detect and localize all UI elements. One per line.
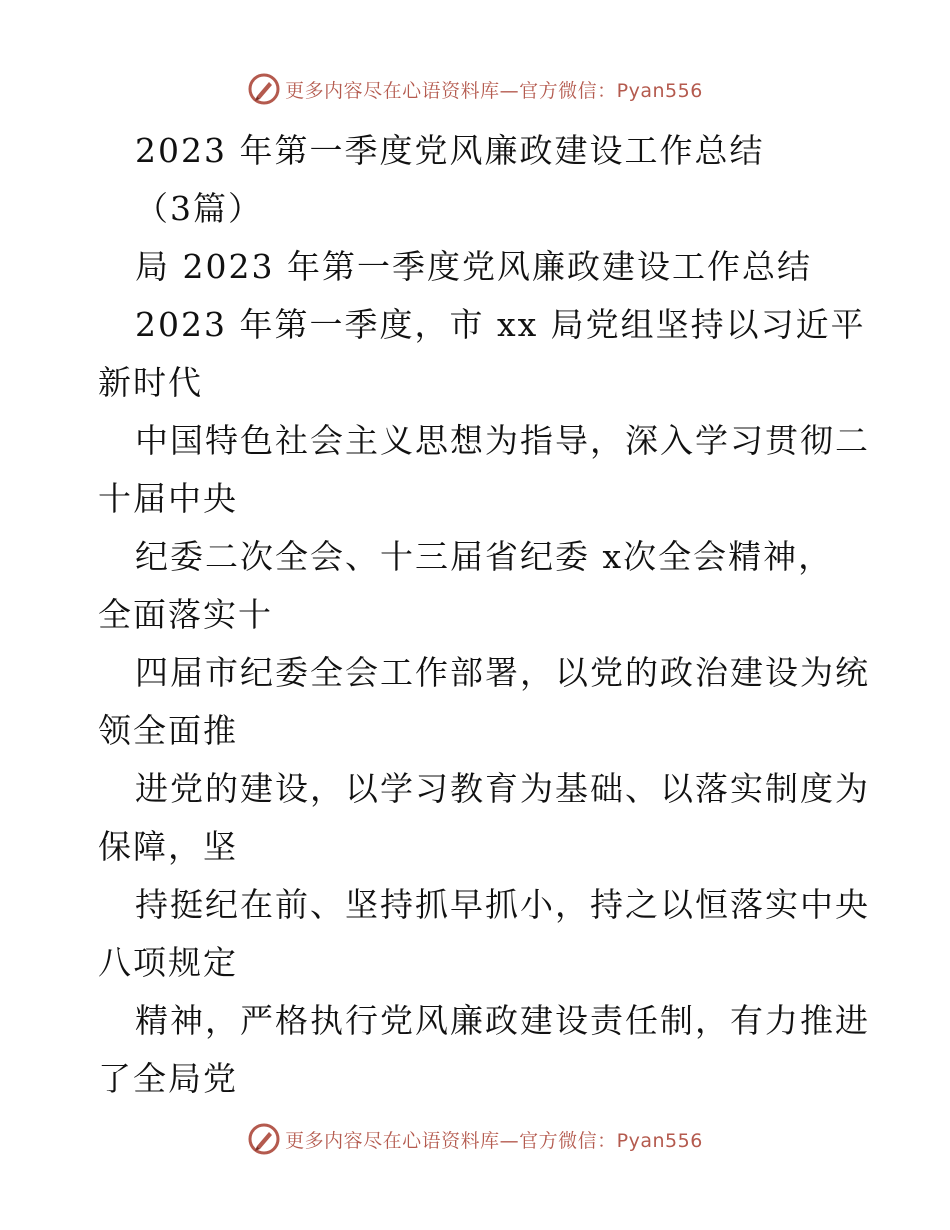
paragraph-line: 领全面推 <box>98 711 238 750</box>
document-subtitle: 局 2023 年第一季度党风廉政建设工作总结 <box>135 247 812 286</box>
paragraph-line: 精神，严格执行党风廉政建设责任制，有力推进 <box>135 1001 870 1040</box>
paragraph-line: 中国特色社会主义思想为指导，深入学习贯彻二 <box>135 421 870 460</box>
watermark-header <box>0 72 950 106</box>
watermark-text: 更多内容尽在心语资料库—官方微信：Pyan556 <box>285 1129 703 1152</box>
paragraph-line: 四届市纪委全会工作部署，以党的政治建设为统 <box>135 653 870 692</box>
paragraph-line: 纪委二次全会、十三届省纪委 x次全会精神， <box>135 537 834 576</box>
paragraph-line: 进党的建设，以学习教育为基础、以落实制度为 <box>135 769 870 808</box>
paragraph-line: 了全局党 <box>98 1059 238 1098</box>
paragraph-line: 保障，坚 <box>98 827 238 866</box>
watermark-text: 更多内容尽在心语资料库—官方微信：Pyan556 <box>285 79 703 102</box>
paragraph-line: 持挺纪在前、坚持抓早抓小，持之以恒落实中央 <box>135 885 870 924</box>
paragraph-line: 全面落实十 <box>98 595 273 634</box>
document-title-count: （3篇） <box>135 189 263 228</box>
paragraph-line: 新时代 <box>98 363 203 402</box>
pen-logo-icon <box>247 1122 281 1156</box>
document-title: 2023 年第一季度党风廉政建设工作总结 <box>135 131 765 170</box>
paragraph-line: 2023 年第一季度，市 xx 局党组坚持以习近平 <box>135 305 866 344</box>
paragraph-line: 十届中央 <box>98 479 238 518</box>
document-body <box>98 122 870 1108</box>
watermark-footer <box>0 1122 950 1156</box>
paragraph-line: 八项规定 <box>98 943 238 982</box>
pen-logo-icon <box>247 72 281 106</box>
